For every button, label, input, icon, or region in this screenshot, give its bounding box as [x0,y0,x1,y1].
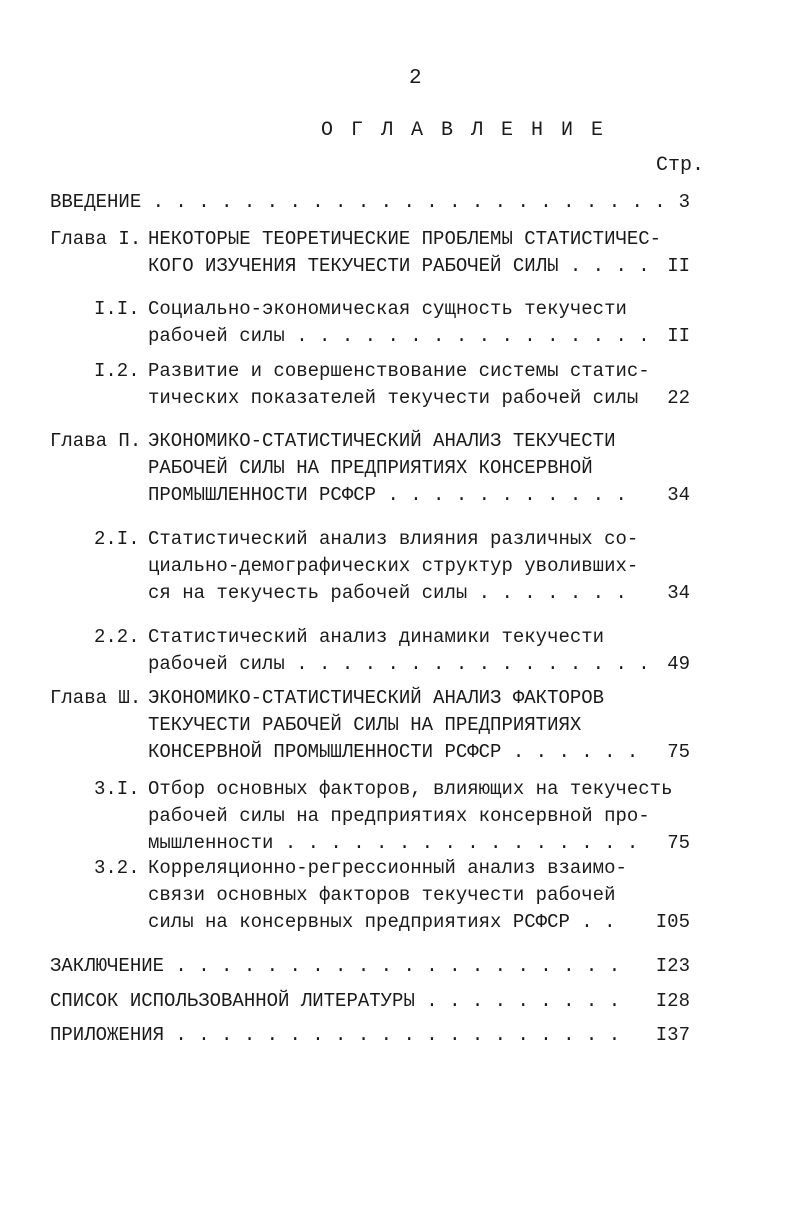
toc-page-number: I05 [655,911,690,933]
toc-entry-line: связи основных факторов текучести рабочей [148,884,616,906]
toc-section-label: 3.I. [94,778,140,800]
toc-entry-title: ВВЕДЕНИЕ . . . . . . . . . . . . . . . . . . . . . . . [50,191,666,213]
toc-entry-line: ЭКОНОМИКО-СТАТИСТИЧЕСКИЙ АНАЛИЗ ФАКТОРОВ [148,687,605,709]
toc-entry-line: Статистический анализ динамики текучести [148,626,605,648]
toc-page-number: I23 [655,955,690,977]
toc-chapter-label: Глава I. [50,228,142,250]
page-column-header: Стр. [656,154,705,177]
toc-entry-line: НЕКОТОРЫЕ ТЕОРЕТИЧЕСКИЕ ПРОБЛЕМЫ СТАТИСТИЧЕС- [148,228,662,250]
toc-entry-line: Статистический анализ влияния различных со- [148,528,639,550]
toc-section-label: 2.I. [94,528,140,550]
toc-entry-title: СПИСОК ИСПОЛЬЗОВАННОЙ ЛИТЕРАТУРЫ . . . . . . . . . [50,990,621,1012]
toc-entry-line: рабочей силы . . . . . . . . . . . . . . . . [148,653,650,675]
toc-page-number: II [667,325,690,347]
toc-entry-line: ЭКОНОМИКО-СТАТИСТИЧЕСКИЙ АНАЛИЗ ТЕКУЧЕСТИ [148,430,616,452]
toc-section-label: I.I. [94,298,140,320]
toc-page-number: I37 [655,1024,690,1046]
toc-entry-line: ся на текучесть рабочей силы . . . . . . . [148,582,627,604]
toc-page-number: 34 [667,582,690,604]
toc-page-number: 49 [667,653,690,675]
toc-entry-line: рабочей силы . . . . . . . . . . . . . . . . [148,325,650,347]
toc-entry-line: Отбор основных факторов, влияющих на текучесть [148,778,673,800]
toc-entry-line: КОНСЕРВНОЙ ПРОМЫШЛЕННОСТИ РСФСР . . . . . . [148,741,639,763]
toc-chapter-label: Глава П. [50,430,142,452]
toc-page-number: 75 [667,832,690,854]
toc-entry-line: мышленности . . . . . . . . . . . . . . . . [148,832,639,854]
toc-page-number: 75 [667,741,690,763]
toc-entry-line: ПРОМЫШЛЕННОСТИ РСФСР . . . . . . . . . . . [148,484,627,506]
toc-page-number: 34 [667,484,690,506]
toc-section-label: 3.2. [94,857,140,879]
page-number: 2 [409,67,422,90]
toc-entry-title: ЗАКЛЮЧЕНИЕ . . . . . . . . . . . . . . . . . . . . [50,955,621,977]
toc-entry-line: рабочей силы на предприятиях консервной про- [148,805,650,827]
toc-entry-line: тических показателей текучести рабочей силы [148,387,639,409]
toc-entry-line: Корреляционно-регрессионный анализ взаимо- [148,857,627,879]
toc-entry-line: КОГО ИЗУЧЕНИЯ ТЕКУЧЕСТИ РАБОЧЕЙ СИЛЫ . . . . [148,255,650,277]
toc-entry-title: ПРИЛОЖЕНИЯ . . . . . . . . . . . . . . . . . . . . [50,1024,621,1046]
toc-page-number: 22 [667,387,690,409]
toc-page-number: 3 [678,191,690,213]
toc-entry-line: циально-демографических структур уволивших- [148,555,639,577]
toc-entry-line: РАБОЧЕЙ СИЛЫ НА ПРЕДПРИЯТИЯХ КОНСЕРВНОЙ [148,457,593,479]
toc-section-label: 2.2. [94,626,140,648]
toc-section-label: I.2. [94,360,140,382]
toc-entry-line: ТЕКУЧЕСТИ РАБОЧЕЙ СИЛЫ НА ПРЕДПРИЯТИЯХ [148,714,582,736]
toc-entry-line: Социально-экономическая сущность текучести [148,298,627,320]
toc-chapter-label: Глава Ш. [50,687,142,709]
toc-page-number: II [667,255,690,277]
toc-page-number: I28 [655,990,690,1012]
page-title: О Г Л А В Л Е Н И Е [321,119,607,142]
toc-entry-line: Развитие и совершенствование системы статис- [148,360,650,382]
toc-entry-line: силы на консервных предприятиях РСФСР . . [148,911,616,933]
